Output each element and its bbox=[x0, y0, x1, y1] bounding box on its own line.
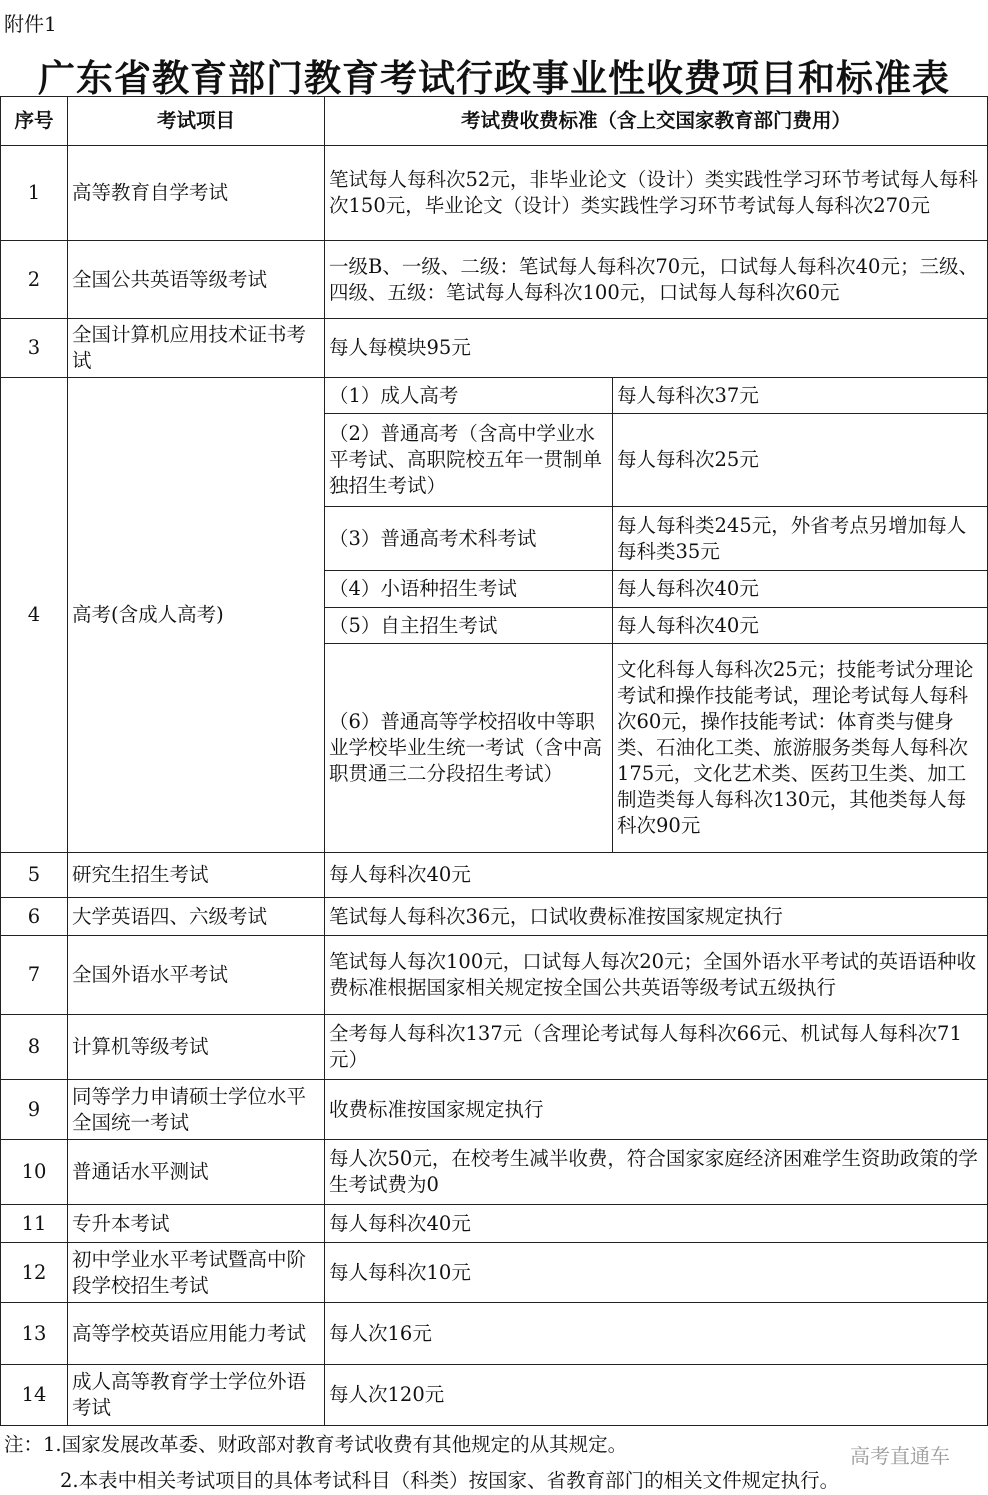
exam-item: 初中学业水平考试暨高中阶段学校招生考试 bbox=[68, 1243, 325, 1303]
table-row bbox=[1, 898, 988, 936]
fee-standard: 收费标准按国家规定执行 bbox=[325, 1080, 988, 1140]
sub-exam-name: （1）成人高考 bbox=[325, 378, 613, 414]
table-row bbox=[1, 1303, 988, 1365]
exam-item: 专升本考试 bbox=[68, 1205, 325, 1243]
watermark: 高考直通车 bbox=[850, 1444, 950, 1468]
fee-standard: 笔试每人每科次36元，口试收费标准按国家规定执行 bbox=[325, 898, 988, 936]
sub-exam-fee: 每人每科次40元 bbox=[613, 571, 988, 608]
fee-standard: 每人每模块95元 bbox=[325, 319, 988, 378]
table-row bbox=[1, 1205, 988, 1243]
row-number: 6 bbox=[1, 898, 68, 936]
row-number: 4 bbox=[1, 378, 68, 853]
exam-item: 计算机等级考试 bbox=[68, 1015, 325, 1080]
row-number: 5 bbox=[1, 853, 68, 898]
fee-standard: 笔试每人每次100元，口试每人每次20元；全国外语水平考试的英语语种收费标准根据国家相关规定按全国公共英语等级考试五级执行 bbox=[325, 936, 988, 1015]
row-number: 8 bbox=[1, 1015, 68, 1080]
fee-standard: 一级B、一级、二级：笔试每人每科次70元，口试每人每科次40元；三级、四级、五级：笔试每人每科次100元，口试每人每科次60元 bbox=[325, 241, 988, 319]
exam-item: 大学英语四、六级考试 bbox=[68, 898, 325, 936]
exam-item: 成人高等教育学士学位外语考试 bbox=[68, 1365, 325, 1426]
table-row bbox=[1, 378, 988, 414]
table-row bbox=[1, 319, 988, 378]
fee-standard: 每人次16元 bbox=[325, 1303, 988, 1365]
sub-exam-name: （6）普通高等学校招收中等职业学校毕业生统一考试（含中高职贯通三二分段招生考试） bbox=[325, 644, 613, 853]
sub-exam-name: （5）自主招生考试 bbox=[325, 608, 613, 644]
sub-exam-fee: 每人每科类245元，外省考点另增加每人每科类35元 bbox=[613, 507, 988, 571]
sub-exam-name: （4）小语种招生考试 bbox=[325, 571, 613, 608]
page-title: 广东省教育部门教育考试行政事业性收费项目和标准表 bbox=[38, 56, 950, 100]
table-row bbox=[1, 146, 988, 241]
fee-table bbox=[0, 96, 988, 1426]
row-number: 7 bbox=[1, 936, 68, 1015]
fee-standard: 每人次120元 bbox=[325, 1365, 988, 1426]
exam-item: 全国公共英语等级考试 bbox=[68, 241, 325, 319]
header-item: 考试项目 bbox=[68, 97, 325, 146]
fee-standard: 每人每科次40元 bbox=[325, 853, 988, 898]
sub-exam-name: （3）普通高考术科考试 bbox=[325, 507, 613, 571]
row-number: 11 bbox=[1, 1205, 68, 1243]
row-number: 9 bbox=[1, 1080, 68, 1140]
note-1: 注：1.国家发展改革委、财政部对教育考试收费有其他规定的从其规定。 bbox=[4, 1433, 628, 1456]
exam-item: 普通话水平测试 bbox=[68, 1140, 325, 1205]
fee-standard: 全考每人每科次137元（含理论考试每人每科次66元、机试每人每科次71元） bbox=[325, 1015, 988, 1080]
row-number: 13 bbox=[1, 1303, 68, 1365]
sub-exam-fee: 每人每科次40元 bbox=[613, 608, 988, 644]
table-row bbox=[1, 241, 988, 319]
table-row bbox=[1, 1080, 988, 1140]
sub-exam-fee: 每人每科次37元 bbox=[613, 378, 988, 414]
fee-standard: 笔试每人每科次52元，非毕业论文（设计）类实践性学习环节考试每人每科次150元，毕业论文（设计）类实践性学习环节考试每人每科次270元 bbox=[325, 146, 988, 241]
table-row bbox=[1, 1243, 988, 1303]
sub-exam-name: （2）普通高考（含高中学业水平考试、高职院校五年一贯制单独招生考试） bbox=[325, 414, 613, 507]
exam-item: 全国外语水平考试 bbox=[68, 936, 325, 1015]
row-number: 3 bbox=[1, 319, 68, 378]
exam-item: 同等学力申请硕士学位水平全国统一考试 bbox=[68, 1080, 325, 1140]
exam-item: 研究生招生考试 bbox=[68, 853, 325, 898]
note-2: 2.本表中相关考试项目的具体考试科目（科类）按国家、省教育部门的相关文件规定执行。 bbox=[60, 1469, 840, 1492]
header-no: 序号 bbox=[1, 97, 68, 146]
row-number: 12 bbox=[1, 1243, 68, 1303]
fee-standard: 每人每科次40元 bbox=[325, 1205, 988, 1243]
header-standard: 考试费收费标准（含上交国家教育部门费用） bbox=[325, 97, 988, 146]
exam-item: 全国计算机应用技术证书考试 bbox=[68, 319, 325, 378]
exam-item: 高等学校英语应用能力考试 bbox=[68, 1303, 325, 1365]
sub-exam-fee: 每人每科次25元 bbox=[613, 414, 988, 507]
attachment-label: 附件1 bbox=[4, 12, 57, 36]
table-header bbox=[1, 97, 988, 146]
fee-standard: 每人每科次10元 bbox=[325, 1243, 988, 1303]
sub-exam-fee: 文化科每人每科次25元；技能考试分理论考试和操作技能考试，理论考试每人每科次60元，操作技能考试：体育类与健身类、石油化工类、旅游服务类每人每科次175元，文化艺术类、医药卫生类、加工制造类每人每科次130元，其他类每人每科次90元 bbox=[613, 644, 988, 853]
table-row bbox=[1, 853, 988, 898]
table-row bbox=[1, 1365, 988, 1426]
row-number: 2 bbox=[1, 241, 68, 319]
table-row bbox=[1, 936, 988, 1015]
row-number: 14 bbox=[1, 1365, 68, 1426]
row-number: 10 bbox=[1, 1140, 68, 1205]
row-number: 1 bbox=[1, 146, 68, 241]
exam-item: 高等教育自学考试 bbox=[68, 146, 325, 241]
fee-standard: 每人次50元，在校考生减半收费，符合国家家庭经济困难学生资助政策的学生考试费为0 bbox=[325, 1140, 988, 1205]
exam-item: 高考(含成人高考) bbox=[68, 378, 325, 853]
table-row bbox=[1, 1015, 988, 1080]
table-row bbox=[1, 1140, 988, 1205]
